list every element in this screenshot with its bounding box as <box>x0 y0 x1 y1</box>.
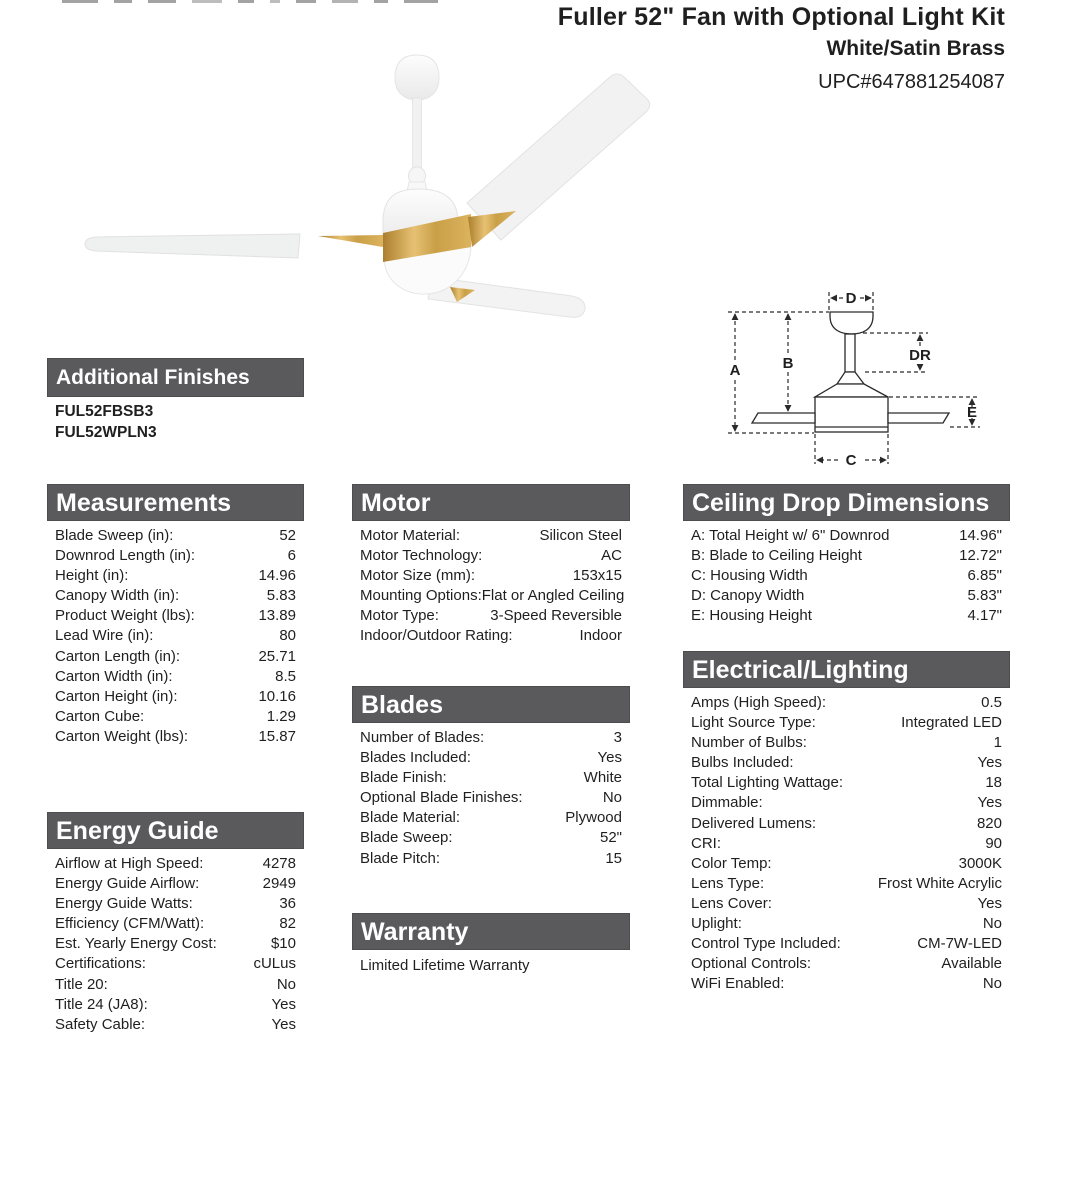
spec-row-label: D: Canopy Width <box>691 587 805 605</box>
spec-row <box>683 566 1010 586</box>
spec-row <box>352 546 630 566</box>
spec-row-value: 25.71 <box>258 647 296 665</box>
spec-row-value: 18 <box>985 774 1002 792</box>
diagram-shoulder <box>815 384 888 397</box>
spec-row-value: No <box>982 975 1002 993</box>
motor-rows <box>352 526 630 647</box>
spec-row-label: Motor Material: <box>360 527 461 544</box>
spec-row <box>47 526 304 546</box>
spec-row <box>683 874 1010 894</box>
spec-row-label: Title 24 (JA8): <box>55 995 148 1013</box>
blades-rows <box>352 728 630 869</box>
spec-row-value: 2949 <box>262 875 296 893</box>
spec-row <box>683 793 1010 813</box>
spec-row-value: 3000K <box>958 854 1002 872</box>
spec-row-label: Light Source Type: <box>691 714 816 732</box>
diagram-label-c: C <box>845 452 857 469</box>
spec-row-label: B: Blade to Ceiling Height <box>691 547 862 565</box>
spec-row-value: No <box>276 975 296 993</box>
spec-row-label: Control Type Included: <box>691 935 841 953</box>
motor-section <box>352 484 630 647</box>
spec-row-label: Uplight: <box>691 915 742 933</box>
spec-row-label: A: Total Height w/ 6" Downrod <box>691 527 890 544</box>
spec-row-label: Motor Type: <box>360 607 439 625</box>
finish-sku: FUL52FBSB3 <box>55 403 154 420</box>
spec-row-value: No <box>602 789 622 807</box>
measurements-section <box>47 484 304 747</box>
spec-row-value: 1 <box>993 734 1002 752</box>
spec-row-label: Carton Height (in): <box>55 687 178 705</box>
energy-guide-header: Energy Guide <box>47 812 304 849</box>
spec-row <box>683 546 1010 566</box>
spec-row-value: Yes <box>271 1015 296 1033</box>
diagram-label-a: A <box>729 362 741 379</box>
spec-row-value: 15 <box>605 849 622 867</box>
spec-row <box>683 773 1010 793</box>
spec-row-label: Product Weight (lbs): <box>55 607 195 625</box>
spec-row-label: Height (in): <box>55 567 129 585</box>
spec-row <box>47 894 304 914</box>
spec-row-value: Plywood <box>565 809 622 827</box>
spec-row <box>352 566 630 586</box>
spec-row-label: E: Housing Height <box>691 607 812 625</box>
electrical-lighting-rows <box>683 693 1010 994</box>
spec-row-label: Lead Wire (in): <box>55 627 154 645</box>
spec-row-label: Dimmable: <box>691 794 763 812</box>
spec-row-value: cULus <box>253 955 296 973</box>
warranty-text: Limited Lifetime Warranty <box>360 957 530 974</box>
spec-row-value: Available <box>941 955 1002 973</box>
spec-row-label: Lens Cover: <box>691 894 772 912</box>
spec-row-value: 14.96" <box>959 527 1002 544</box>
spec-row-label: Efficiency (CFM/Watt): <box>55 915 205 933</box>
spec-row-label: Indoor/Outdoor Rating: <box>360 627 513 645</box>
product-photo <box>60 50 680 340</box>
spec-row <box>352 849 630 869</box>
spec-row-label: Amps (High Speed): <box>691 694 827 711</box>
spec-row-label: Blade Material: <box>360 809 461 827</box>
spec-row-value: Flat or Angled Ceiling <box>481 587 625 605</box>
spec-row-label: Blade Pitch: <box>360 849 441 867</box>
spec-row-value: 13.89 <box>258 607 296 625</box>
spec-row-value: 1.29 <box>266 707 296 725</box>
spec-row <box>683 934 1010 954</box>
spec-row-label: Optional Controls: <box>691 955 812 973</box>
spec-row-label: Bulbs Included: <box>691 754 794 772</box>
spec-row <box>47 934 304 954</box>
motor-header: Motor <box>352 484 630 521</box>
spec-row-label: Blades Included: <box>360 749 471 767</box>
spec-row-value: 5.83" <box>967 587 1002 605</box>
fan-downrod <box>413 98 422 172</box>
spec-row-value: 153x15 <box>572 567 622 585</box>
diagram-blade-left <box>752 413 815 423</box>
spec-row <box>683 834 1010 854</box>
spec-row <box>352 748 630 768</box>
spec-row <box>47 667 304 687</box>
spec-row <box>683 914 1010 934</box>
spec-row <box>683 693 1010 713</box>
spec-row <box>47 586 304 606</box>
spec-row <box>352 788 630 808</box>
spec-row-value: Silicon Steel <box>539 527 622 544</box>
diagram-canopy <box>830 312 873 334</box>
spec-row-value: 0.5 <box>981 694 1002 711</box>
spec-row-label: Carton Width (in): <box>55 667 173 685</box>
spec-row-value: $10 <box>270 935 296 953</box>
spec-row-value: 4278 <box>262 855 296 872</box>
spec-row <box>683 894 1010 914</box>
diagram-label-e: E <box>966 404 978 421</box>
spec-row-value: 90 <box>985 834 1002 852</box>
diagram-label-b: B <box>782 355 794 372</box>
electrical-lighting-section <box>683 651 1010 994</box>
spec-row-label: Number of Blades: <box>360 729 485 746</box>
spec-row-value: 82 <box>279 915 296 933</box>
spec-row-label: Blade Sweep (in): <box>55 527 174 544</box>
spec-row-label: Color Temp: <box>691 854 772 872</box>
spec-row <box>683 733 1010 753</box>
spec-row-value: 3-Speed Reversible <box>490 607 622 625</box>
spec-row-label: Blade Sweep: <box>360 829 453 847</box>
spec-row-label: C: Housing Width <box>691 567 808 585</box>
spec-row-value: Indoor <box>579 627 622 645</box>
spec-row <box>47 727 304 747</box>
spec-row-value: Yes <box>977 794 1002 812</box>
spec-row <box>47 626 304 646</box>
spec-row-label: WiFi Enabled: <box>691 975 785 993</box>
spec-row-value: AC <box>601 547 622 565</box>
spec-row-label: Energy Guide Watts: <box>55 895 193 913</box>
spec-row <box>352 626 630 646</box>
spec-row-label: Canopy Width (in): <box>55 587 180 605</box>
blades-section <box>352 686 630 869</box>
spec-row-value: 15.87 <box>258 727 296 745</box>
fan-canopy <box>395 55 439 100</box>
finish-name: White/Satin Brass <box>826 37 1005 60</box>
diagram-blade-right <box>888 413 949 423</box>
spec-row <box>47 546 304 566</box>
additional-finishes-section <box>47 358 304 443</box>
spec-row-value: 5.83 <box>266 587 296 605</box>
spec-row-label: Motor Technology: <box>360 547 483 565</box>
spec-row <box>683 586 1010 606</box>
spec-row <box>683 753 1010 773</box>
warranty-section <box>352 913 630 974</box>
spec-row <box>47 647 304 667</box>
spec-row <box>47 914 304 934</box>
spec-row-label: Safety Cable: <box>55 1015 146 1033</box>
spec-row <box>352 728 630 748</box>
diagram-label-d: D <box>845 290 857 307</box>
blades-header: Blades <box>352 686 630 723</box>
spec-row-value: Yes <box>597 749 622 767</box>
spec-row <box>352 606 630 626</box>
spec-row-label: Carton Cube: <box>55 707 145 725</box>
spec-row-value: 8.5 <box>275 667 296 685</box>
spec-row-value: Frost White Acrylic <box>877 874 1002 892</box>
spec-row <box>683 713 1010 733</box>
fan-blade-left <box>85 234 300 258</box>
spec-row <box>683 526 1010 546</box>
spec-row <box>47 854 304 874</box>
spec-row <box>47 975 304 995</box>
fan-brass-wedge-left <box>318 235 383 247</box>
upc-code: UPC#647881254087 <box>818 71 1005 93</box>
ceiling-drop-dimensions-rows <box>683 526 1010 626</box>
spec-row-value: 52" <box>599 829 622 847</box>
spec-row-label: Energy Guide Airflow: <box>55 875 200 893</box>
spec-row-label: Blade Finish: <box>360 769 447 787</box>
additional-finishes-list <box>47 401 304 443</box>
spec-row-value: CM-7W-LED <box>917 935 1002 953</box>
ceiling-drop-dimensions-header: Ceiling Drop Dimensions <box>683 484 1010 521</box>
spec-row-label: Carton Length (in): <box>55 647 181 665</box>
spec-row-value: 3 <box>613 729 622 746</box>
measurements-rows <box>47 526 304 747</box>
spec-row <box>683 974 1010 994</box>
spec-row <box>352 526 630 546</box>
spec-row <box>47 954 304 974</box>
spec-row-value: Integrated LED <box>901 714 1002 732</box>
spec-row-label: Certifications: <box>55 955 146 973</box>
spec-row-value: Yes <box>977 754 1002 772</box>
spec-row-value: 4.17" <box>967 607 1002 625</box>
finish-sku: FUL52WPLN3 <box>55 424 157 441</box>
spec-row <box>47 687 304 707</box>
spec-row-value: 6 <box>287 547 296 565</box>
spec-row-label: CRI: <box>691 834 721 852</box>
spec-row-label: Carton Weight (lbs): <box>55 727 189 745</box>
dimension-diagram <box>700 280 1030 472</box>
spec-row-value: 10.16 <box>258 687 296 705</box>
spec-row <box>47 606 304 626</box>
spec-row-label: Title 20: <box>55 975 108 993</box>
spec-row-value: 820 <box>976 814 1002 832</box>
energy-guide-rows <box>47 854 304 1035</box>
electrical-lighting-header: Electrical/Lighting <box>683 651 1010 688</box>
spec-row-value: Yes <box>977 894 1002 912</box>
spec-row <box>47 707 304 727</box>
spec-row <box>683 954 1010 974</box>
spec-row-label: Downrod Length (in): <box>55 547 196 565</box>
spec-row <box>47 995 304 1015</box>
spec-row <box>683 814 1010 834</box>
spec-row-label: Lens Type: <box>691 874 765 892</box>
measurements-header: Measurements <box>47 484 304 521</box>
spec-row <box>352 768 630 788</box>
cropped-logo-fragment <box>62 0 438 4</box>
spec-row-value: Yes <box>271 995 296 1013</box>
diagram-downrod <box>845 334 855 372</box>
spec-row-value: 52 <box>279 527 296 544</box>
spec-row-label: Total Lighting Wattage: <box>691 774 844 792</box>
ceiling-drop-dimensions-section <box>683 484 1010 626</box>
spec-row-value: 80 <box>279 627 296 645</box>
spec-row <box>683 854 1010 874</box>
spec-row <box>352 808 630 828</box>
spec-row-label: Mounting Options: <box>360 587 482 605</box>
spec-row-label: Est. Yearly Energy Cost: <box>55 935 217 953</box>
spec-row-label: Number of Bulbs: <box>691 734 807 752</box>
spec-row-value: No <box>982 915 1002 933</box>
energy-guide-section <box>47 812 304 1035</box>
spec-row-value: 14.96 <box>258 567 296 585</box>
spec-row-value: 36 <box>279 895 296 913</box>
warranty-header: Warranty <box>352 913 630 950</box>
spec-row-value: 6.85" <box>967 567 1002 585</box>
diagram-cone <box>837 372 864 384</box>
additional-finishes-header: Additional Finishes <box>47 358 304 397</box>
spec-row-value: White <box>583 769 622 787</box>
diagram-label-dr: DR <box>909 347 931 364</box>
spec-row-label: Delivered Lumens: <box>691 814 817 832</box>
spec-row <box>47 1015 304 1035</box>
spec-row-value: 12.72" <box>959 547 1002 565</box>
spec-row-label: Motor Size (mm): <box>360 567 476 585</box>
page-title: Fuller 52" Fan with Optional Light Kit <box>557 3 1005 31</box>
spec-row-label: Airflow at High Speed: <box>55 855 204 872</box>
spec-row <box>683 606 1010 626</box>
spec-row <box>47 874 304 894</box>
spec-row-label: Optional Blade Finishes: <box>360 789 523 807</box>
spec-row <box>352 828 630 848</box>
spec-row <box>352 586 630 606</box>
spec-row <box>47 566 304 586</box>
